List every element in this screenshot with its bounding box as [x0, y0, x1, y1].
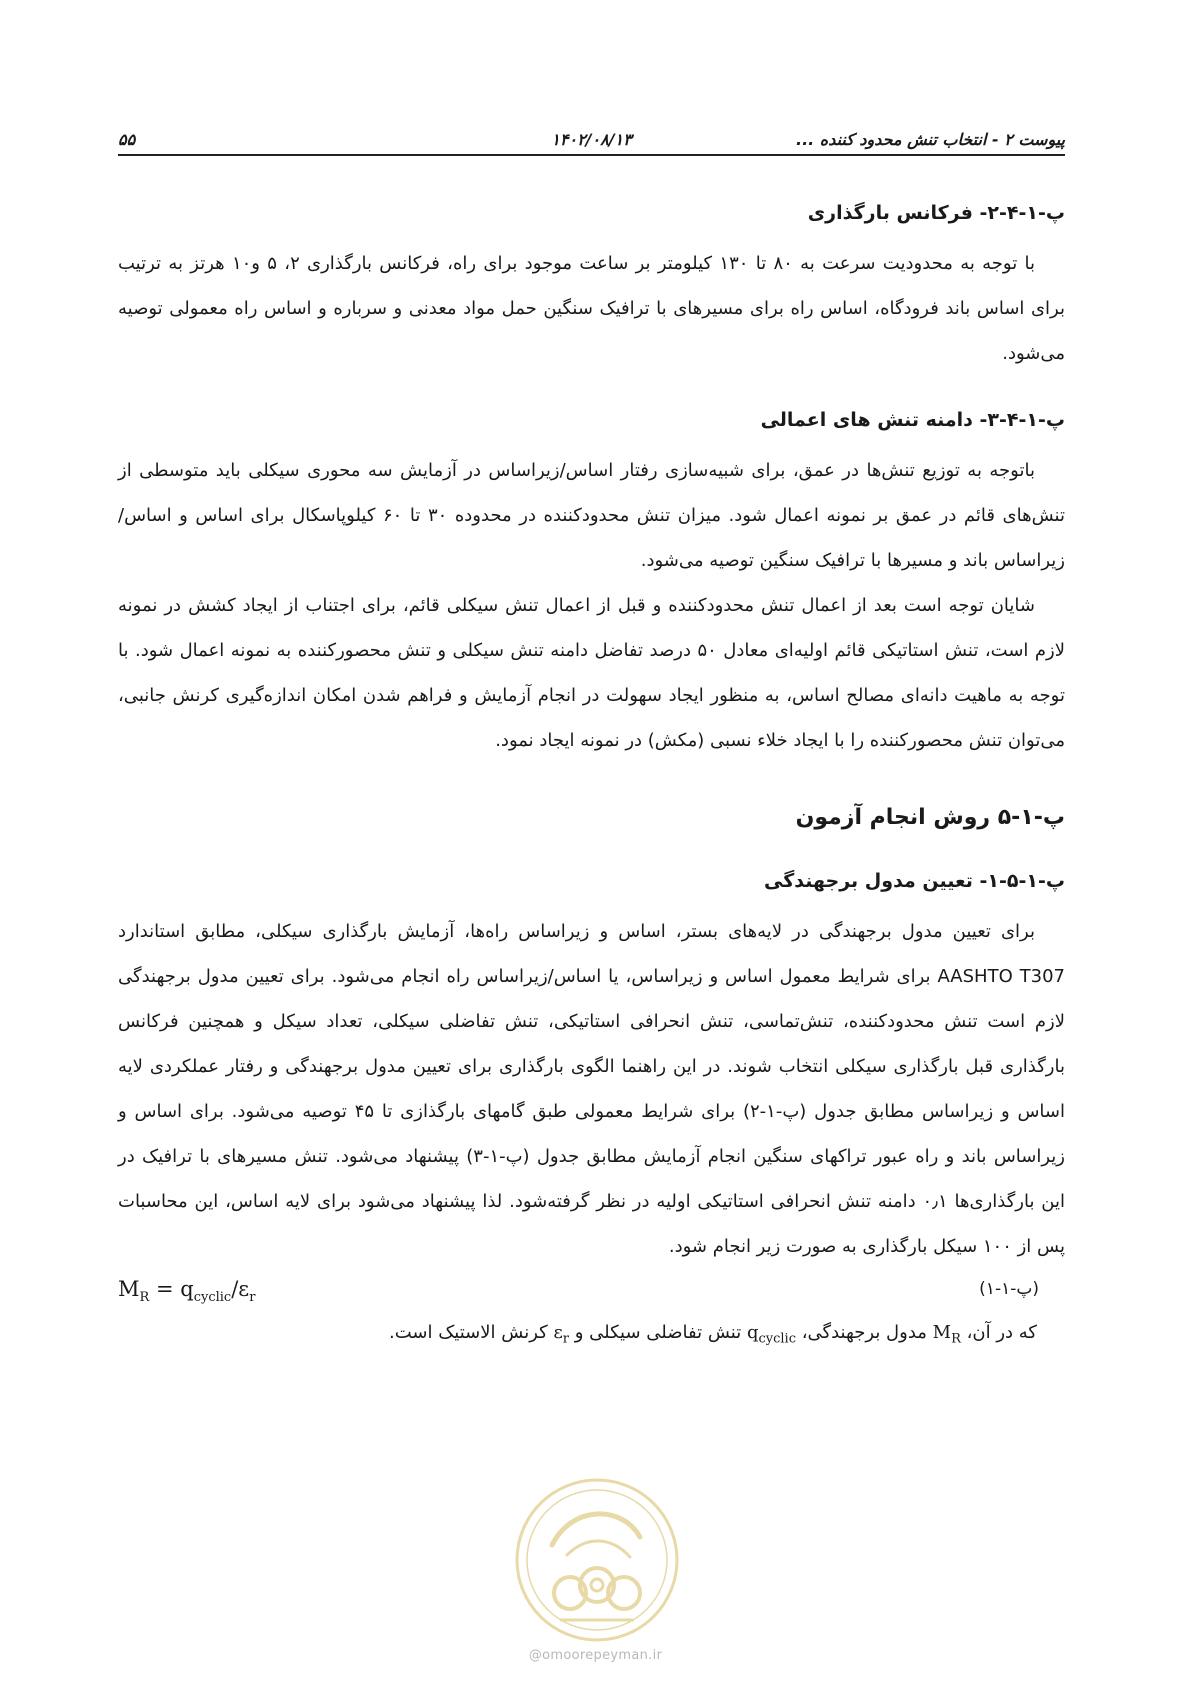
paragraph-resilient-modulus: برای تعیین مدول برجهندگی در لایه‌های بستر، اساس و زیراساس راه‌ها، آزمایش بارگذاری سیکلی، مطابق استاندارد AASHTO T307 برای شرایط معمول اساس و زیراساس، یا اساس/زیراساس راه انجام می‌شود. برای تعیین مدول برجهندگی لازم است تنش محدودکننده، تنش‌تماسی، تنش انحرافی استاتیکی، تنش تفاضلی سیکلی، تعداد سیکل و همچنین فرکانس بارگذاری قبل بارگذاری سیکلی انتخاب شوند. در این راهنما الگوی بارگذاری برای تعیین مدول برجهندگی و رفتار عملکردی لایه اساس و زیراساس مطابق جدول (پ-۱-۲) برای شرایط معمولی طبق گامهای بارگذازی تا ۴۵ توصیه می‌شود. برای اساس و زیراساس باند و راه عبور تراکهای سنگین انجام آزمایش مطابق جدول (پ-۱-۳) پیشنهاد می‌شود. تنش مسیرهای با ترافیک در این بارگذاری‌ها ۰٫۱ دامنه تنش انحرافی استاتیکی اولیه در نظر گرفته‌شود. لذا پیشنهاد می‌شود برای لایه اساس، این محاسبات پس از ۱۰۰ سیکل بارگذاری به صورت زیر انجام شود.: [118, 921, 1066, 1257]
equation-resilient-modulus: [118, 1271, 1065, 1307]
section-title-resilient-modulus: پ-۱-۵-۱- تعیین مدول برجهندگی: [763, 870, 1065, 892]
header-date: ۱۴۰۲/۰۸/۱۳: [551, 130, 632, 149]
page-header: [118, 128, 1065, 156]
section-title-stress-range: پ-۱-۴-۳- دامنه تنش های اعمالی: [760, 409, 1065, 431]
paragraph-static-stress: شایان توجه است بعد از اعمال تنش محدودکننده و قبل از اعمال تنش سیکلی قائم، برای اجتناب از ایجاد کشش در نمونه لازم است، تنش استاتیکی قائم اولیه‌ای معادل ۵۰ درصد تفاضل دامنه تنش سیکلی و تنش محصورکننده به نمونه اعمال شود. با توجه به ماهیت دانه‌ای مصالح اساس، به منظور ایجاد سهولت در انجام آزمایش و فراهم شدن امکان اندازه‌گیری کرنش جانبی، می‌توان تنش محصورکننده را با ایجاد خلاء نسبی (مکش) در نمونه ایجاد نمود.: [118, 595, 1066, 751]
chapter-title: پیوست ۲ - انتخاب تنش محدود کننده ...: [796, 130, 1065, 149]
page-body: [118, 195, 1065, 1362]
equation-number: (پ-۱-۱): [979, 1279, 1039, 1299]
page-number: ۵۵: [118, 130, 136, 149]
section-title-loading-frequency: پ-۱-۴-۲- فرکانس بارگذاری: [807, 202, 1065, 224]
equation-formula: $M_R = q_{cyclic}/\varepsilon_r$: [118, 1277, 256, 1306]
paragraph-stress-distribution: باتوجه به توزیع تنش‌ها در عمق، برای شبیه‌سازی رفتار اساس/زیراساس در آزمایش سه محوری سیکلی باید متوسطی از تنش‌های قائم در عمق بر نمونه اعمال شود. میزان تنش محدودکننده در محدوده ۳۰ تا ۶۰ کیلوپاسکال برای اساس و اساس/زیراساس باند و مسیرها با ترافیک سنگین توصیه می‌شود.: [118, 460, 1065, 571]
equation-definitions: که در آن، $M_R$ مدول برجهندگی، $q_{cyclic}$ تنش تفاضلی سیکلی و $\varepsilon_r$ کرنش الاستیک است.: [389, 1322, 1037, 1347]
paragraph-loading-frequency: با توجه به محدودیت سرعت به ۸۰ تا ۱۳۰ کیلومتر بر ساعت موجود برای راه، فرکانس بارگذاری ۲، ۵ و۱۰ هرتز به ترتیب برای اساس باند فرودگاه، اساس راه برای مسیرهای با ترافیک سنگین حمل مواد معدنی و سرباره و اساس راه معمولی توصیه می‌شود.: [118, 253, 1065, 364]
main-heading-test-method: پ-۱-۵ روش انجام آزمون: [795, 805, 1065, 830]
website-watermark: @omoorepeyman.ir: [528, 1648, 663, 1663]
publisher-seal-icon: [512, 1475, 682, 1645]
